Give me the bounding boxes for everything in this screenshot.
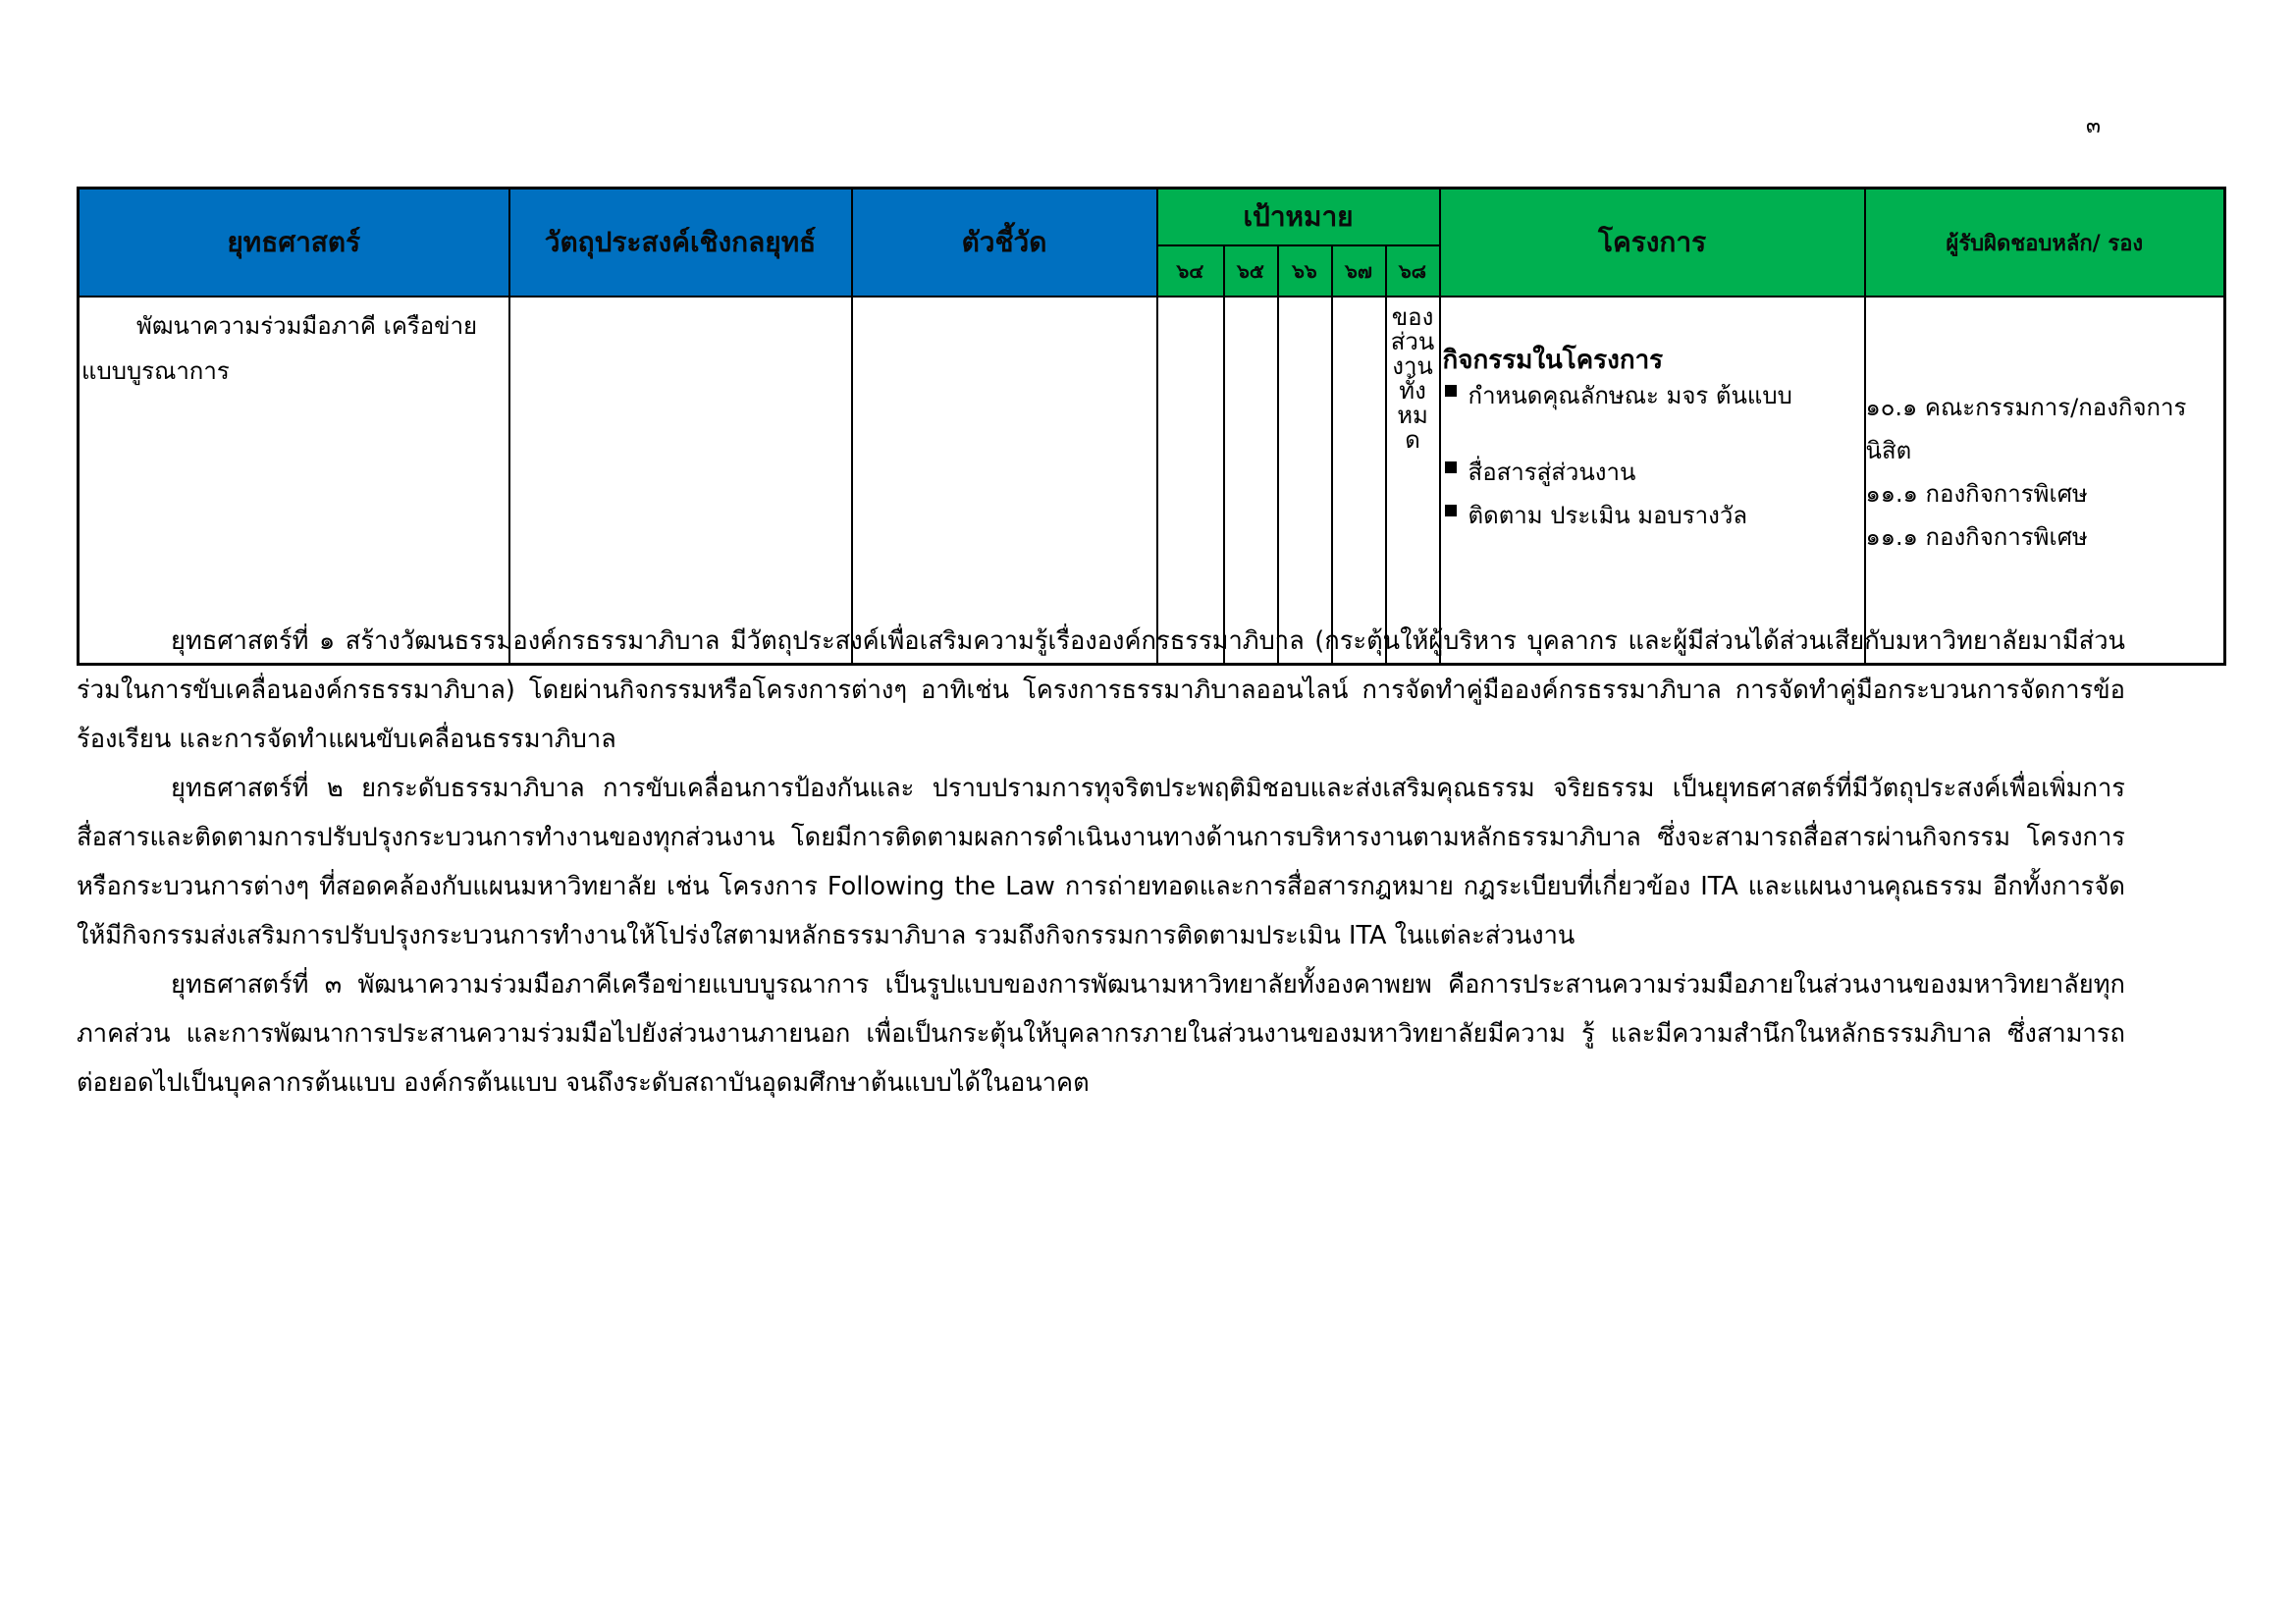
header-strategy: ยุทธศาสตร์ xyxy=(79,189,509,298)
header-year-66: ๖๖ xyxy=(1278,245,1332,297)
responsible-line: ๑๐.๑ คณะกรรมการ/กองกิจการ xyxy=(1865,394,2187,421)
cell-year-64 xyxy=(1157,297,1224,665)
responsible-line: นิสิต xyxy=(1865,437,1912,464)
square-bullet-icon xyxy=(1445,461,1457,473)
header-target: เป้าหมาย xyxy=(1157,189,1440,246)
cell-year-67 xyxy=(1332,297,1386,665)
cell-project xyxy=(1440,297,1865,665)
cell-objective xyxy=(509,297,852,665)
header-year-68: ๖๘ xyxy=(1386,245,1440,297)
year-68-text: ของ xyxy=(1391,303,1434,331)
year-68-text: ส่วน xyxy=(1390,328,1435,355)
paragraph-strategy-3 xyxy=(77,960,2125,1108)
responsible-line: ๑๑.๑ กองกิจการพิเศษ xyxy=(1865,480,2088,508)
cell-year-65 xyxy=(1224,297,1278,665)
paragraph-text: ยุทธศาสตร์ที่ ๑ สร้างวัฒนธรรมองค์กรธรรมาภิบาล มีวัตถุประสงค์เพื่อเสริมความรู้เรื่ององค์กรธรรมาภิบาล (กระตุ้นให้ผู้บริหาร บุคลากร และผู้มีส่วนได้ส่วนเสียกับมหาวิทยาลัยมามีส่วนร่วมในการขับเคลื่อนองค์กรธรรมาภิบาล) โดยผ่านกิจกรรมหรือโครงการต่างๆ อาทิเช่น โครงการธรรมาภิบาลออนไลน์ การจัดทำคู่มือองค์กรธรรมาภิบาล การจัดทำคู่มือกระบวนการจัดการข้อร้องเรียน และการจัดทำแผนขับเคลื่อนธรรมาภิบาล xyxy=(77,626,2125,754)
header-responsible: ผู้รับผิดชอบหลัก/ รอง xyxy=(1865,189,2225,298)
cell-year-66 xyxy=(1278,297,1332,665)
square-bullet-icon xyxy=(1445,385,1457,397)
header-year-64: ๖๔ xyxy=(1157,245,1224,297)
cell-year-68 xyxy=(1386,297,1440,665)
cell-strategy xyxy=(79,297,509,665)
header-objective: วัตถุประสงค์เชิงกลยุทธ์ xyxy=(509,189,852,298)
paragraph-text: ยุทธศาสตร์ที่ ๒ ยกระดับธรรมาภิบาล การขับเคลื่อนการป้องกันและ ปราบปรามการทุจริตประพฤติมิชอบและส่งเสริมคุณธรรม จริยธรรม เป็นยุทธศาสตร์ที่มีวัตถุประสงค์เพื่อเพิ่มการสื่อสารและติดตามการปรับปรุงกระบวนการทำงานของทุกส่วนงาน โดยมีการติดตามผลการดำเนินงานทางด้านการบริหารงานตามหลักธรรมาภิบาล ซึ่งจะสามารถสื่อสารผ่านกิจกรรม โครงการ หรือกระบวนการต่างๆ ที่สอดคล้องกับแผนมหาวิทยาลัย เช่น โครงการ Following the Law การถ่ายทอดและการสื่อสารกฎหมาย กฎระเบียบที่เกี่ยวข้อง ITA และแผนงานคุณธรรม อีกทั้งการจัดให้มีกิจกรรมส่งเสริมการปรับปรุงกระบวนการทำงานให้โปร่งใสตามหลักธรรมาภิบาล รวมถึงกิจกรรมการติดตามประเมิน ITA ในแต่ละส่วนงาน xyxy=(77,774,2125,950)
table-row xyxy=(79,297,2225,665)
project-item-text: สื่อสารสู่ส่วนงาน xyxy=(1468,459,1636,486)
paragraph-text: ยุทธศาสตร์ที่ ๓ พัฒนาความร่วมมือภาคีเครือข่ายแบบบูรณาการ เป็นรูปแบบของการพัฒนามหาวิทยาลัยทั้งองคาพยพ คือการประสานความร่วมมือภายในส่วนงานของมหาวิทยาลัยทุกภาคส่วน และการพัฒนาการประสานความร่วมมือไปยังส่วนงานภายนอก เพื่อเป็นกระตุ้นให้บุคลากรภายในส่วนงานของมหาวิทยาลัยมีความ รู้ และมีความสำนึกในหลักธรรมภิบาล ซึ่งสามารถต่อยอดไปเป็นบุคลากรต้นแบบ องค์กรต้นแบบ จนถึงระดับสถาบันอุดมศึกษาต้นแบบได้ในอนาคต xyxy=(77,970,2125,1098)
year-68-text: ทั้งหม xyxy=(1397,377,1428,429)
body-text xyxy=(77,617,2125,1108)
project-item xyxy=(1443,456,1864,489)
project-item-text: กำหนดคุณลักษณะ มจร ต้นแบบ xyxy=(1468,382,1792,409)
square-bullet-icon xyxy=(1445,505,1457,516)
paragraph-strategy-1 xyxy=(77,617,2125,764)
header-project: โครงการ xyxy=(1440,189,1865,298)
cell-responsible xyxy=(1865,297,2225,665)
project-item-text: ติดตาม ประเมิน มอบรางวัล xyxy=(1468,502,1748,529)
responsible-line: ๑๑.๑ กองกิจการพิเศษ xyxy=(1865,523,2088,551)
year-68-text: งาน xyxy=(1392,352,1433,380)
header-year-67: ๖๗ xyxy=(1332,245,1386,297)
strategy-plan-table xyxy=(77,187,2226,666)
project-item xyxy=(1443,379,1864,412)
paragraph-strategy-2 xyxy=(77,764,2125,960)
project-item xyxy=(1443,499,1864,532)
project-title: กิจกรรมในโครงการ xyxy=(1442,346,1664,375)
cell-indicator xyxy=(852,297,1157,665)
strategy-line-2: แบบบูรณาการ xyxy=(81,357,230,385)
year-68-text: ด xyxy=(1405,426,1420,454)
header-indicator: ตัวชี้วัด xyxy=(852,189,1157,298)
header-year-65: ๖๕ xyxy=(1224,245,1278,297)
page-number: ๓ xyxy=(2086,114,2102,138)
strategy-line-1: พัฒนาความร่วมมือภาคี เครือข่าย xyxy=(136,312,478,340)
